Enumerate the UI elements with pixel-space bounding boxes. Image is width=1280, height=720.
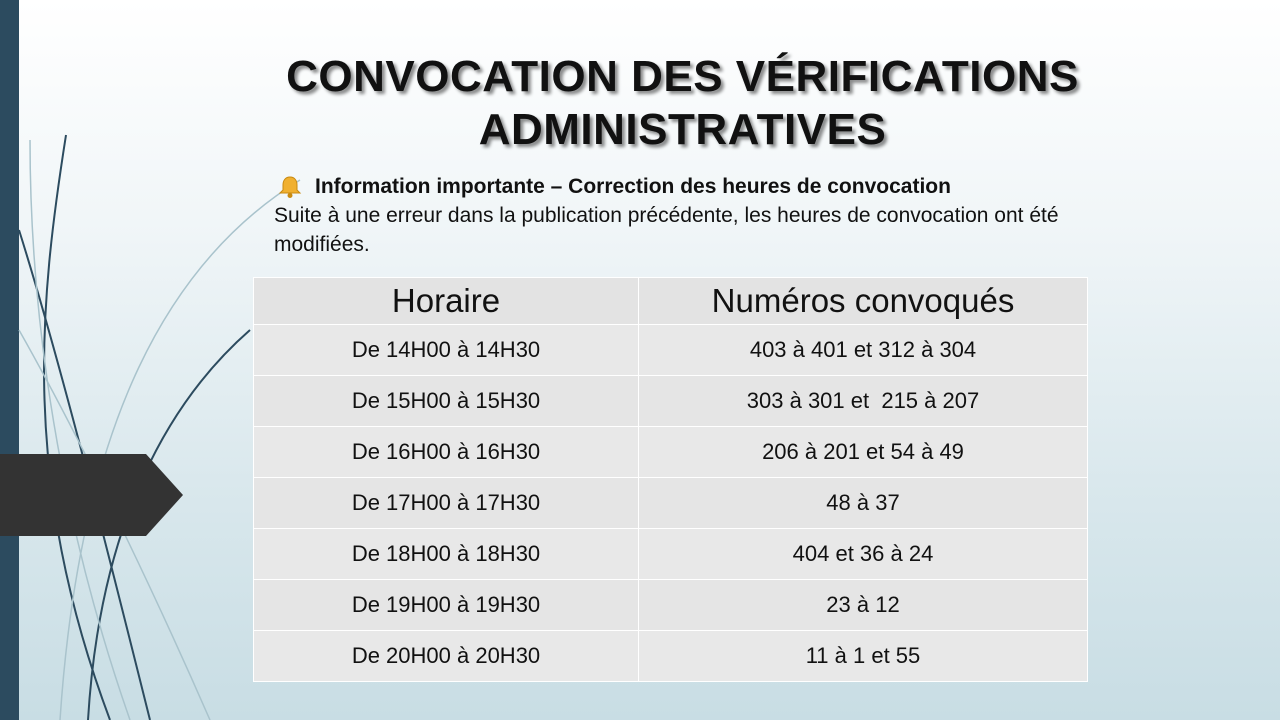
- cell-horaire: De 18H00 à 18H30: [254, 529, 639, 580]
- cell-numeros: 48 à 37: [639, 478, 1088, 529]
- cell-horaire: De 14H00 à 14H30: [254, 325, 639, 376]
- cell-horaire: De 16H00 à 16H30: [254, 427, 639, 478]
- header-horaire: Horaire: [254, 278, 639, 325]
- cell-horaire: De 19H00 à 19H30: [254, 580, 639, 631]
- cell-horaire: De 20H00 à 20H30: [254, 631, 639, 682]
- cell-horaire: De 15H00 à 15H30: [254, 376, 639, 427]
- bell-icon: [277, 174, 303, 200]
- cell-horaire: De 17H00 à 17H30: [254, 478, 639, 529]
- cell-numeros: 206 à 201 et 54 à 49: [639, 427, 1088, 478]
- table-row: [254, 478, 1088, 529]
- notice-block: [274, 173, 1094, 259]
- header-numeros: Numéros convoqués: [639, 278, 1088, 325]
- cell-numeros: 11 à 1 et 55: [639, 631, 1088, 682]
- cell-numeros: 403 à 401 et 312 à 304: [639, 325, 1088, 376]
- cell-numeros: 404 et 36 à 24: [639, 529, 1088, 580]
- cell-numeros: 303 à 301 et 215 à 207: [639, 376, 1088, 427]
- table-row: [254, 631, 1088, 682]
- table-row: [254, 580, 1088, 631]
- notice-heading: Information importante – Correction des heures de convocation: [315, 175, 951, 198]
- table-header-row: [254, 278, 1088, 325]
- cell-numeros: 23 à 12: [639, 580, 1088, 631]
- notice-heading-row: [274, 173, 1094, 201]
- notice-body: Suite à une erreur dans la publication précédente, les heures de convocation ont été modifiées.: [274, 204, 1059, 256]
- table-row: [254, 325, 1088, 376]
- page-title: CONVOCATION DES VÉRIFICATIONS ADMINISTRATIVES: [286, 52, 1079, 154]
- schedule-table: [253, 277, 1088, 682]
- table-row: [254, 427, 1088, 478]
- table-row: [254, 376, 1088, 427]
- arrow-shape: [0, 454, 183, 536]
- table-row: [254, 529, 1088, 580]
